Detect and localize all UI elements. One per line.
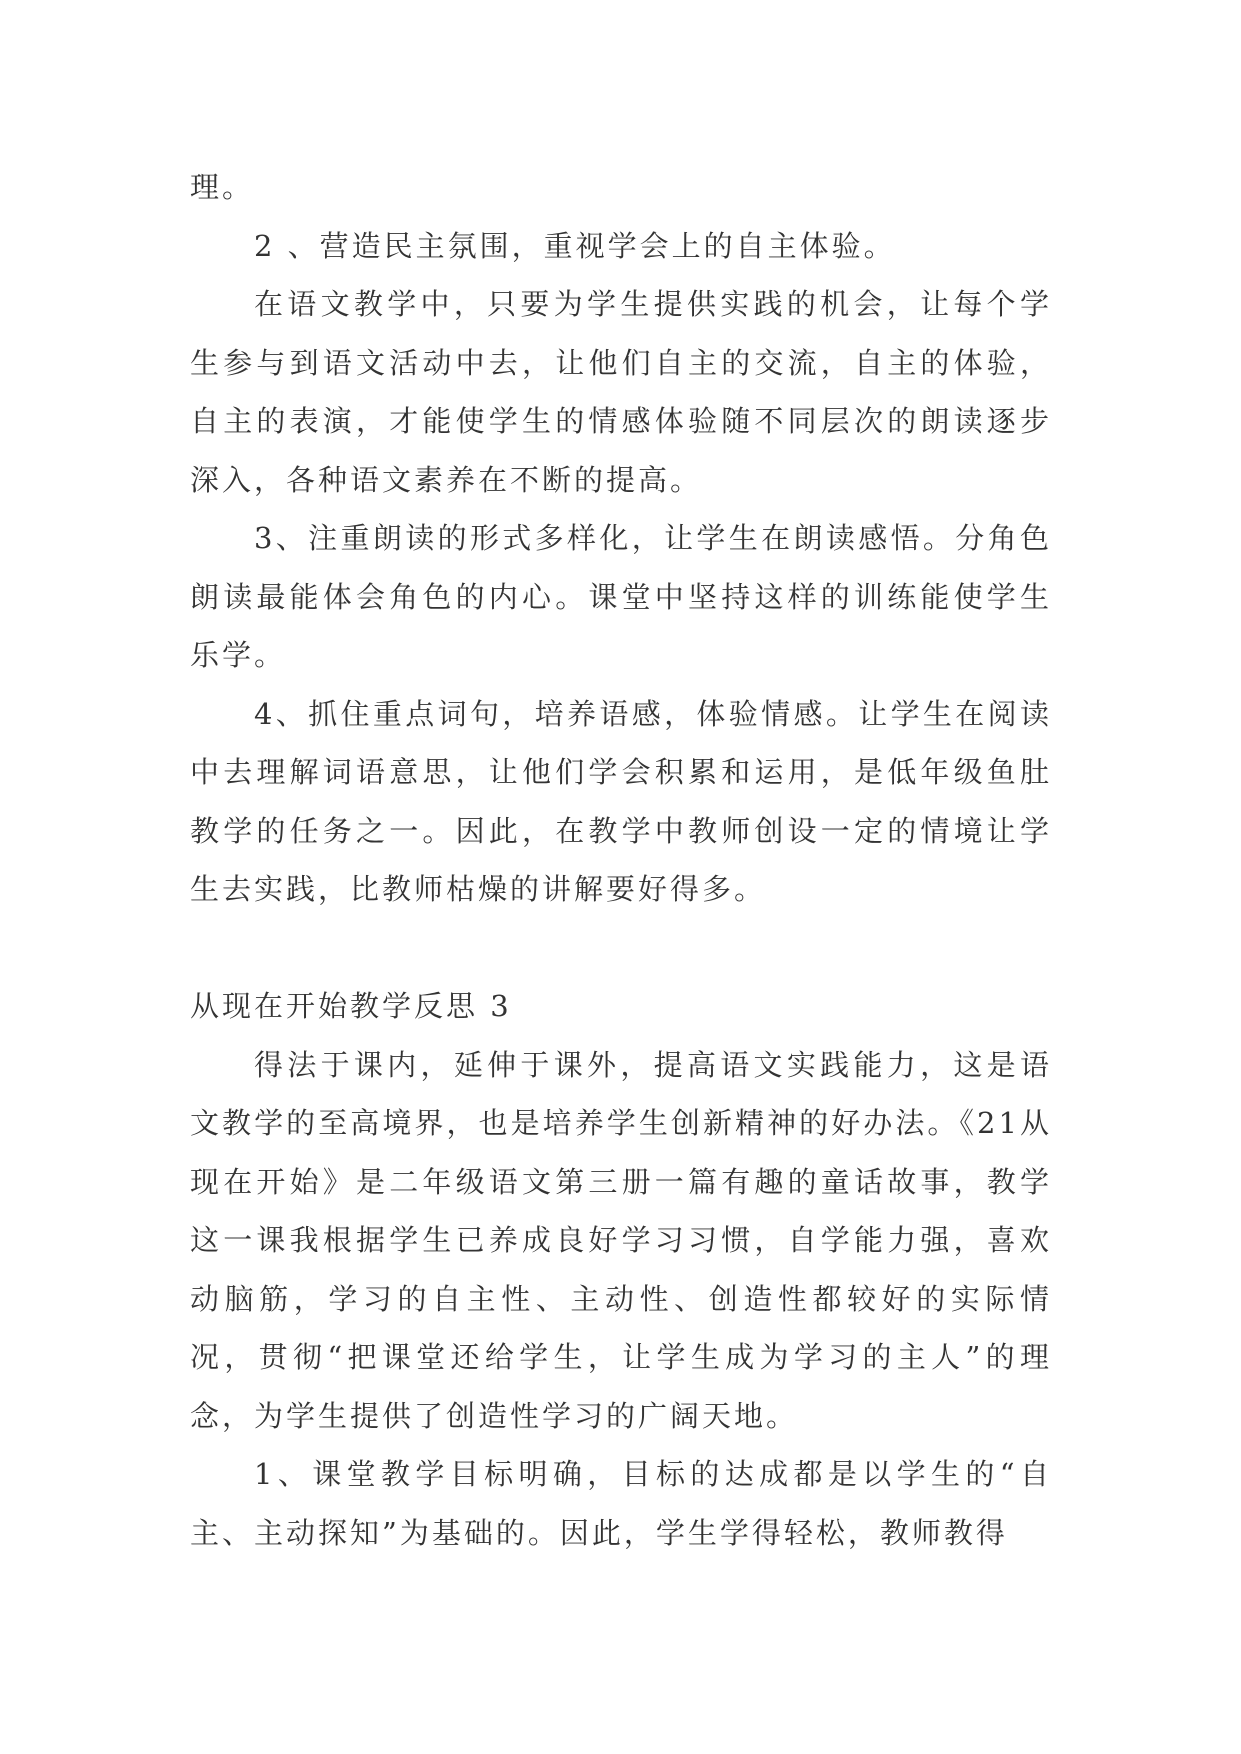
- paragraph-continuation: 理。: [190, 170, 255, 204]
- paragraph-practice: 在语文教学中，只要为学生提供实践的机会，让每个学生参与到语文活动中去，让他们自主的交流，自主的体验，自主的表演，才能使学生的情感体验随不同层次的朗读逐步深入，各种语文素养在不断的提高。: [190, 287, 1052, 497]
- section-title: 从现在开始教学反思 3: [190, 989, 512, 1023]
- section-paragraph-intro: 得法于课内，延伸于课外，提高语文实践能力，这是语文教学的至高境界，也是培养学生创新精神的好办法。《21从现在开始》是二年级语文第三册一篇有趣的童话故事，教学这一课我根据学生已养成良好学习习惯，自学能力强，喜欢动脑筋，学习的自主性、主动性、创造性都较好的实际情况，贯彻“把课堂还给学生，让学生成为学习的主人”的理念，为学生提供了创造性学习的广阔天地。: [190, 1047, 1052, 1433]
- paragraph-point-3: 3、注重朗读的形式多样化，让学生在朗读感悟。分角色朗读最能体会角色的内心。课堂中坚持这样的训练能使学生乐学。: [190, 521, 1052, 672]
- section-paragraph-point-1: 1、课堂教学目标明确，目标的达成都是以学生的“自主、主动探知”为基础的。因此，学生学得轻松，教师教得: [190, 1457, 1052, 1550]
- paragraph-point-2: 2 、营造民主氛围，重视学会上的自主体验。: [254, 228, 896, 263]
- paragraph-point-4: 4、抓住重点词句，培养语感，体验情感。让学生在阅读中去理解词语意思，让他们学会积累和运用，是低年级鱼肚教学的任务之一。因此，在教学中教师创设一定的情境让学生去实践，比教师枯燥的讲解要好得多。: [190, 696, 1052, 906]
- document-body: [190, 158, 1052, 1562]
